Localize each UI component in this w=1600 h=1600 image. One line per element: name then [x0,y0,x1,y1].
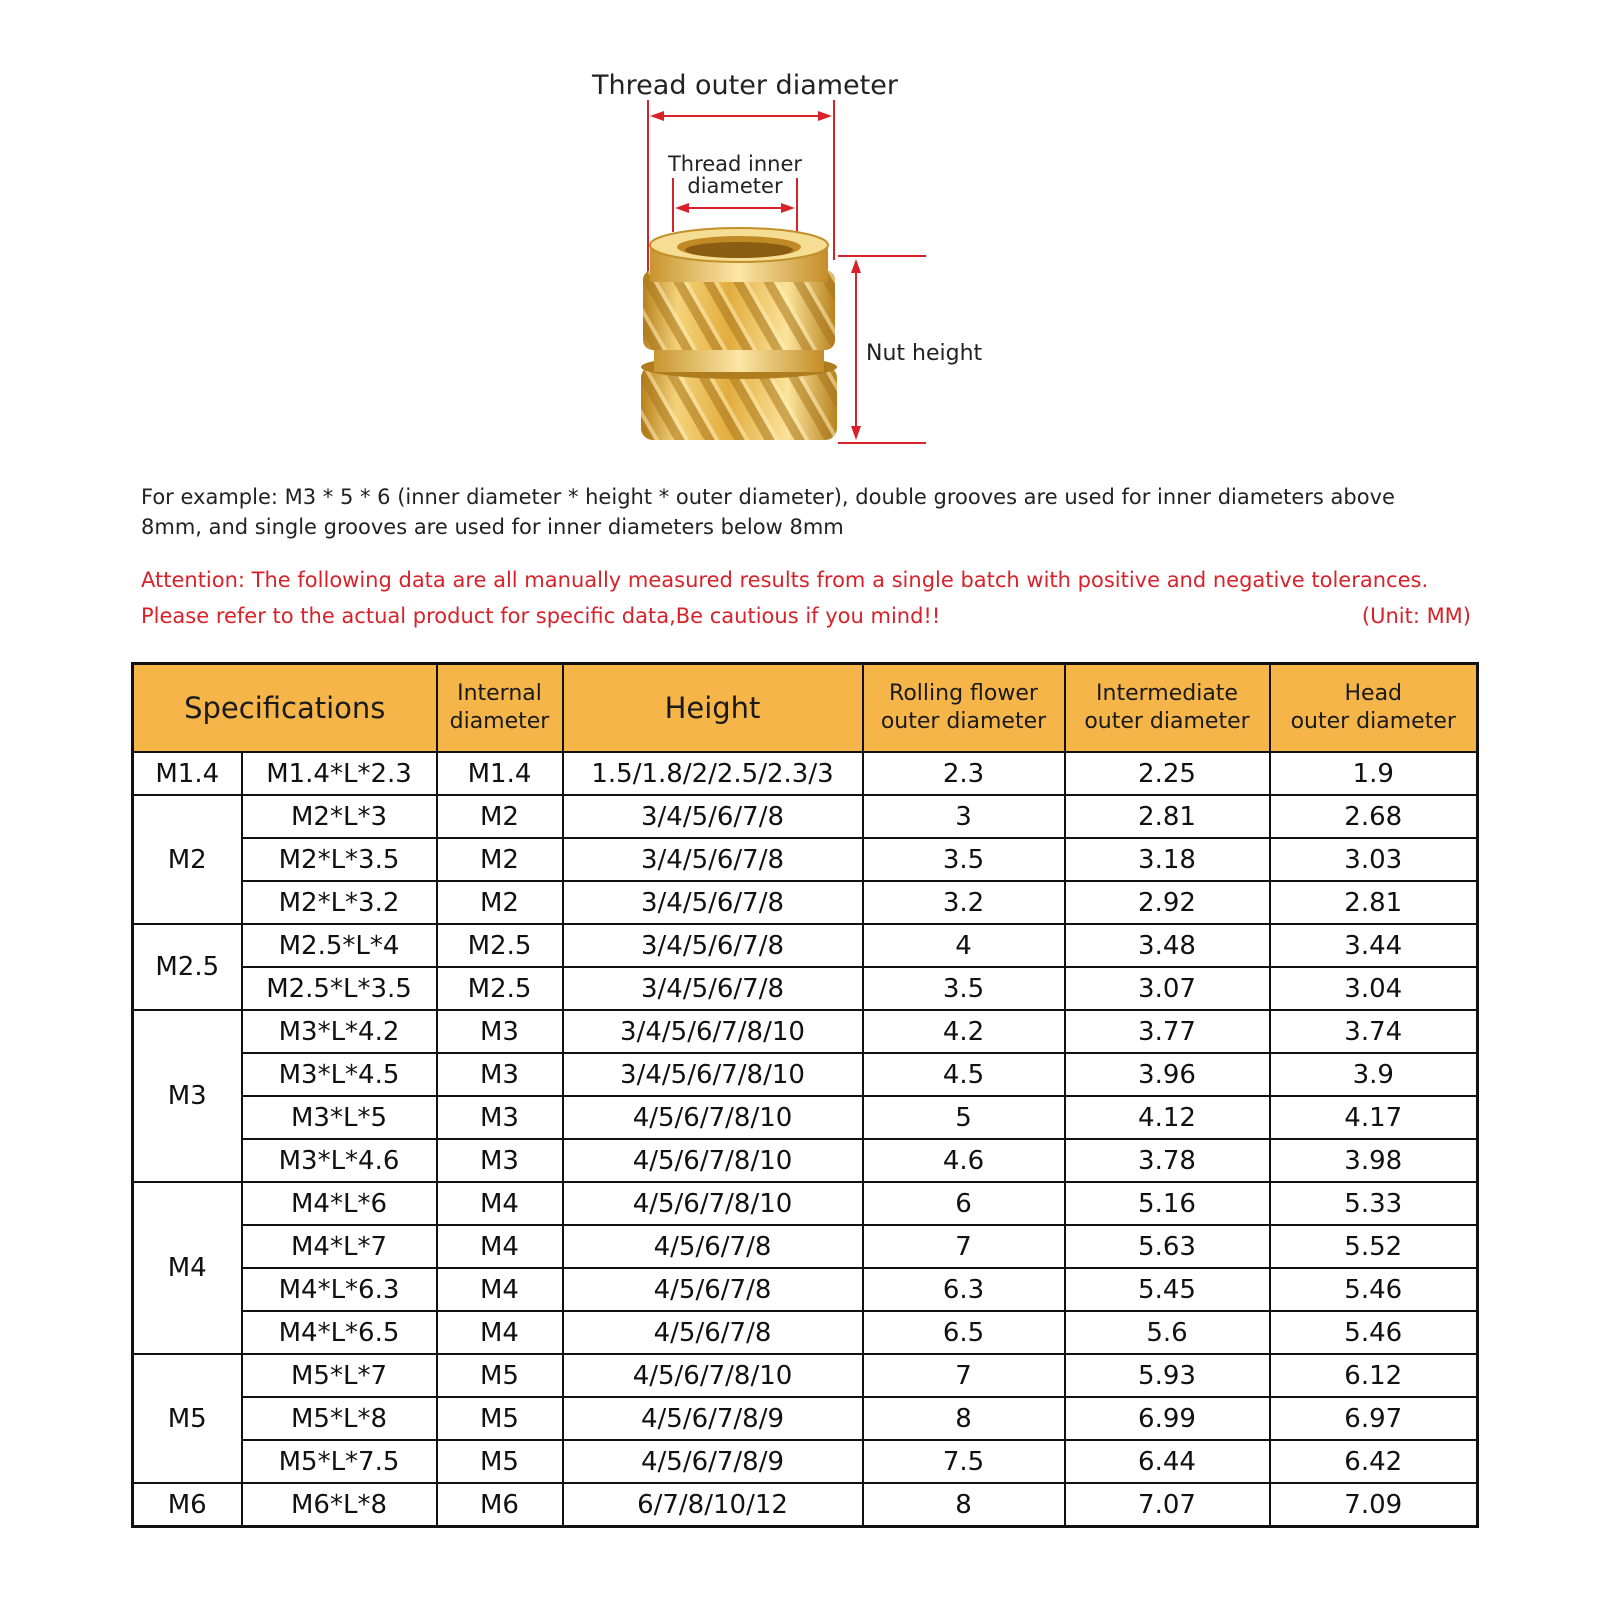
header-internal-line1: Internal [457,681,542,706]
internal-cell: M2 [437,838,563,881]
table-row [133,1354,1478,1397]
rolling-cell: 6 [863,1182,1065,1225]
header-internal-diameter [437,664,563,753]
height-cell: 6/7/8/10/12 [563,1483,863,1527]
table-row [133,795,1478,838]
rolling-cell: 5 [863,1096,1065,1139]
header-specifications: Specifications [133,664,437,753]
intermediate-cell: 3.96 [1065,1053,1270,1096]
spec-cell: M4*L*6.5 [242,1311,437,1354]
head-cell: 6.12 [1270,1354,1478,1397]
intermediate-cell: 6.44 [1065,1440,1270,1483]
height-cell: 4/5/6/7/8/10 [563,1096,863,1139]
height-cell: 4/5/6/7/8/9 [563,1440,863,1483]
head-cell: 3.9 [1270,1053,1478,1096]
spec-cell: M2.5*L*3.5 [242,967,437,1010]
spec-cell: M2*L*3 [242,795,437,838]
rolling-cell: 3.5 [863,838,1065,881]
thread-inner-label-line2: diameter [687,174,783,198]
rolling-cell: 8 [863,1483,1065,1527]
table-body [133,752,1478,1527]
rolling-cell: 4.6 [863,1139,1065,1182]
head-cell: 2.68 [1270,795,1478,838]
internal-cell: M1.4 [437,752,563,795]
height-cell: 3/4/5/6/7/8/10 [563,1010,863,1053]
height-cell: 4/5/6/7/8 [563,1225,863,1268]
header-rolling-flower [863,664,1065,753]
group-cell: M5 [133,1354,242,1483]
height-cell: 4/5/6/7/8/9 [563,1397,863,1440]
table-row [133,1096,1478,1139]
internal-cell: M3 [437,1010,563,1053]
internal-cell: M5 [437,1397,563,1440]
internal-cell: M3 [437,1139,563,1182]
spec-cell: M3*L*4.2 [242,1010,437,1053]
table-header-row [133,664,1478,753]
internal-cell: M2 [437,795,563,838]
intermediate-cell: 3.77 [1065,1010,1270,1053]
group-cell: M2.5 [133,924,242,1010]
rolling-cell: 3 [863,795,1065,838]
rolling-cell: 4 [863,924,1065,967]
intermediate-cell: 5.63 [1065,1225,1270,1268]
rolling-cell: 8 [863,1397,1065,1440]
attention-note-line2-text: Please refer to the actual product for specific data,Be cautious if you mind!! [141,604,941,628]
head-cell: 5.52 [1270,1225,1478,1268]
knurled-brass-insert-icon [641,228,837,440]
thread-inner-label-line1: Thread inner [667,152,803,176]
attention-note-line1: Attention: The following data are all manually measured results from a single batch with positive and negative tolerances. [141,568,1429,592]
spec-cell: M5*L*8 [242,1397,437,1440]
header-intermediate-line1: Intermediate [1096,681,1238,706]
head-cell: 5.33 [1270,1182,1478,1225]
internal-cell: M3 [437,1053,563,1096]
head-cell: 3.44 [1270,924,1478,967]
internal-cell: M4 [437,1268,563,1311]
header-height: Height [563,664,863,753]
head-cell: 1.9 [1270,752,1478,795]
height-cell: 3/4/5/6/7/8 [563,881,863,924]
head-cell: 3.04 [1270,967,1478,1010]
spec-cell: M4*L*6.3 [242,1268,437,1311]
height-cell: 4/5/6/7/8 [563,1311,863,1354]
intermediate-cell: 5.45 [1065,1268,1270,1311]
spec-cell: M4*L*6 [242,1182,437,1225]
table-row [133,1483,1478,1527]
table-row [133,752,1478,795]
head-cell: 3.74 [1270,1010,1478,1053]
height-cell: 3/4/5/6/7/8 [563,795,863,838]
rolling-cell: 7 [863,1354,1065,1397]
rolling-cell: 7.5 [863,1440,1065,1483]
spec-cell: M6*L*8 [242,1483,437,1527]
table-row [133,1053,1478,1096]
group-cell: M1.4 [133,752,242,795]
intermediate-cell: 2.92 [1065,881,1270,924]
head-cell: 5.46 [1270,1311,1478,1354]
rolling-cell: 6.3 [863,1268,1065,1311]
intermediate-cell: 5.16 [1065,1182,1270,1225]
table-row [133,1397,1478,1440]
height-cell: 1.5/1.8/2/2.5/2.3/3 [563,752,863,795]
height-cell: 4/5/6/7/8/10 [563,1182,863,1225]
spec-cell: M5*L*7 [242,1354,437,1397]
attention-note-line2 [141,601,1471,631]
intermediate-cell: 5.93 [1065,1354,1270,1397]
height-cell: 3/4/5/6/7/8 [563,924,863,967]
header-rolling-line1: Rolling flower [889,681,1038,706]
table-row [133,967,1478,1010]
header-head [1270,664,1478,753]
group-cell: M2 [133,795,242,924]
head-cell: 5.46 [1270,1268,1478,1311]
internal-cell: M5 [437,1440,563,1483]
intermediate-cell: 3.48 [1065,924,1270,967]
rolling-cell: 3.5 [863,967,1065,1010]
group-cell: M3 [133,1010,242,1182]
header-intermediate [1065,664,1270,753]
spec-cell: M2*L*3.5 [242,838,437,881]
spec-cell: M1.4*L*2.3 [242,752,437,795]
table-row [133,924,1478,967]
table-row [133,1268,1478,1311]
head-cell: 2.81 [1270,881,1478,924]
rolling-cell: 6.5 [863,1311,1065,1354]
intermediate-cell: 3.78 [1065,1139,1270,1182]
group-cell: M6 [133,1483,242,1527]
internal-cell: M2.5 [437,967,563,1010]
nut-height-label: Nut height [866,341,983,366]
table-row [133,881,1478,924]
rolling-cell: 2.3 [863,752,1065,795]
head-cell: 7.09 [1270,1483,1478,1527]
internal-cell: M4 [437,1225,563,1268]
rolling-cell: 4.5 [863,1053,1065,1096]
thread-outer-label: Thread outer diameter [592,70,898,101]
table-row [133,1139,1478,1182]
header-intermediate-line2: outer diameter [1084,709,1250,734]
header-internal-line2: diameter [449,709,550,734]
intermediate-cell: 3.18 [1065,838,1270,881]
table-row [133,1225,1478,1268]
height-cell: 4/5/6/7/8 [563,1268,863,1311]
spec-cell: M3*L*5 [242,1096,437,1139]
internal-cell: M2.5 [437,924,563,967]
head-cell: 6.42 [1270,1440,1478,1483]
height-cell: 4/5/6/7/8/10 [563,1354,863,1397]
intermediate-cell: 3.07 [1065,967,1270,1010]
internal-cell: M4 [437,1311,563,1354]
spec-cell: M2.5*L*4 [242,924,437,967]
internal-cell: M2 [437,881,563,924]
table-row [133,1311,1478,1354]
table-row [133,838,1478,881]
head-cell: 6.97 [1270,1397,1478,1440]
height-cell: 3/4/5/6/7/8 [563,967,863,1010]
intermediate-cell: 2.81 [1065,795,1270,838]
rolling-cell: 7 [863,1225,1065,1268]
specification-table [131,662,1479,1528]
intermediate-cell: 4.12 [1065,1096,1270,1139]
header-rolling-line2: outer diameter [880,709,1047,734]
intermediate-cell: 5.6 [1065,1311,1270,1354]
example-note: For example: M3 * 5 * 6 (inner diameter * height * outer diameter), double grooves are used for inner diameters above 8mm, and single grooves are used for inner diameters below 8mm [141,485,1395,539]
header-head-line1: Head [1344,681,1403,706]
table-row [133,1182,1478,1225]
intermediate-cell: 6.99 [1065,1397,1270,1440]
rolling-cell: 4.2 [863,1010,1065,1053]
table-row [133,1010,1478,1053]
internal-cell: M3 [437,1096,563,1139]
spec-cell: M3*L*4.5 [242,1053,437,1096]
spec-cell: M2*L*3.2 [242,881,437,924]
height-cell: 3/4/5/6/7/8/10 [563,1053,863,1096]
spec-cell: M4*L*7 [242,1225,437,1268]
height-cell: 4/5/6/7/8/10 [563,1139,863,1182]
group-cell: M4 [133,1182,242,1354]
insert-dimension-diagram [0,0,1600,470]
rolling-cell: 3.2 [863,881,1065,924]
internal-cell: M5 [437,1354,563,1397]
table-row [133,1440,1478,1483]
spec-cell: M3*L*4.6 [242,1139,437,1182]
intermediate-cell: 2.25 [1065,752,1270,795]
head-cell: 3.98 [1270,1139,1478,1182]
head-cell: 4.17 [1270,1096,1478,1139]
height-cell: 3/4/5/6/7/8 [563,838,863,881]
spec-cell: M5*L*7.5 [242,1440,437,1483]
intermediate-cell: 7.07 [1065,1483,1270,1527]
internal-cell: M4 [437,1182,563,1225]
header-head-line2: outer diameter [1290,709,1456,734]
internal-cell: M6 [437,1483,563,1527]
head-cell: 3.03 [1270,838,1478,881]
unit-label: (Unit: MM) [1361,604,1471,628]
